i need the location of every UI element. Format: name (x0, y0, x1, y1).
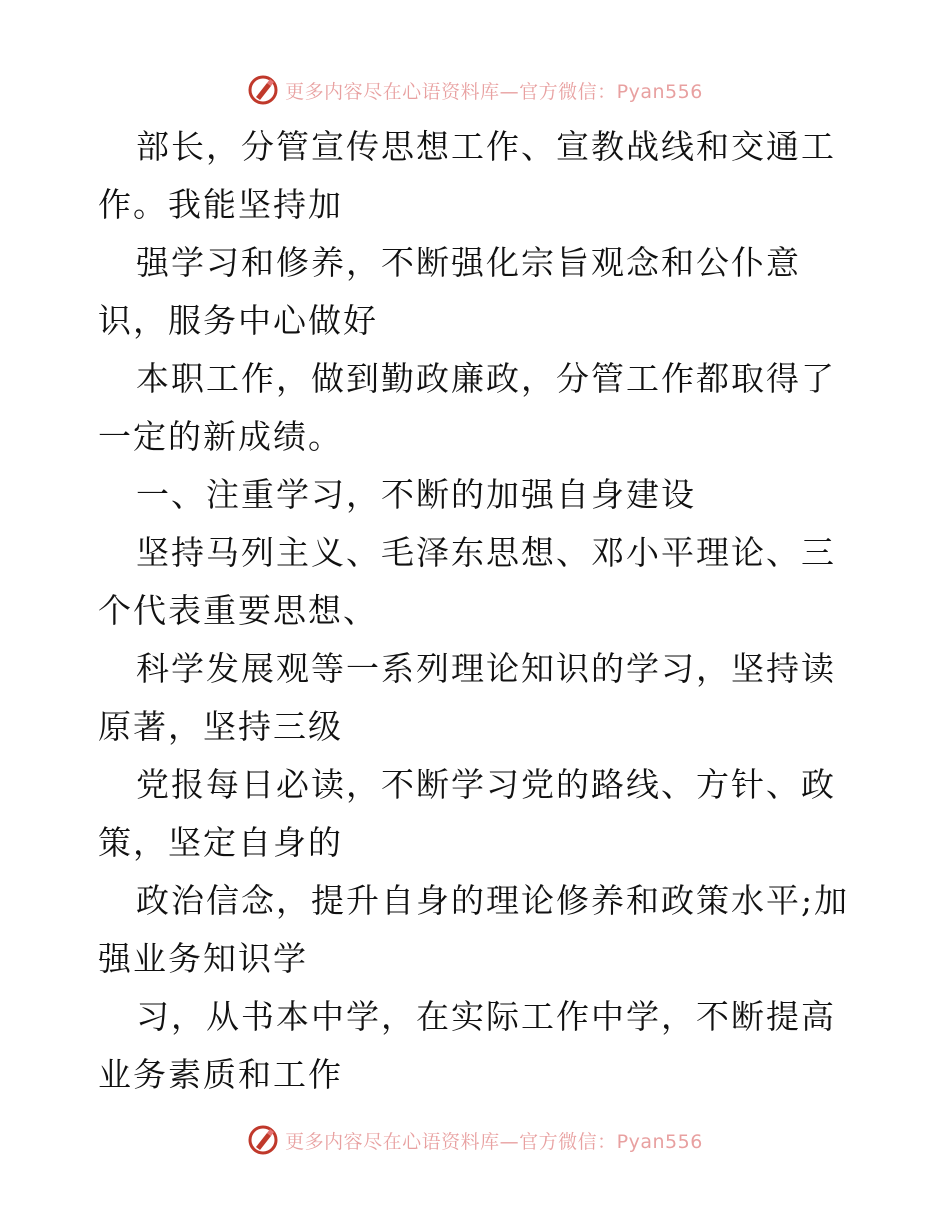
section-heading: 一、注重学习，不断的加强自身建设 (136, 475, 696, 514)
footer-banner-text: 更多内容尽在心语资料库—官方微信：Pyan556 (285, 1130, 703, 1153)
paragraph: 强学习和修养，不断强化宗旨观念和公仆意识，服务中心做好 (98, 243, 801, 340)
pen-seal-icon (247, 1124, 279, 1156)
paragraph: 政治信念，提升自身的理论修养和政策水平;加强业务知识学 (98, 881, 850, 978)
paragraph: 本职工作，做到勤政廉政，分管工作都取得了一定的新成绩。 (98, 359, 836, 456)
pen-seal-icon (247, 74, 279, 106)
document-body (98, 118, 858, 1104)
paragraph: 科学发展观等一系列理论知识的学习，坚持读原著，坚持三级 (98, 649, 836, 746)
footer-banner (0, 1120, 950, 1160)
paragraph: 习，从书本中学，在实际工作中学，不断提高业务素质和工作 (98, 997, 836, 1094)
paragraph: 坚持马列主义、毛泽东思想、邓小平理论、三个代表重要思想、 (98, 533, 836, 630)
header-banner (0, 70, 950, 110)
header-banner-text: 更多内容尽在心语资料库—官方微信：Pyan556 (285, 80, 703, 103)
paragraph: 党报每日必读，不断学习党的路线、方针、政策，坚定自身的 (98, 765, 836, 862)
paragraph: 部长，分管宣传思想工作、宣教战线和交通工作。我能坚持加 (98, 127, 836, 224)
